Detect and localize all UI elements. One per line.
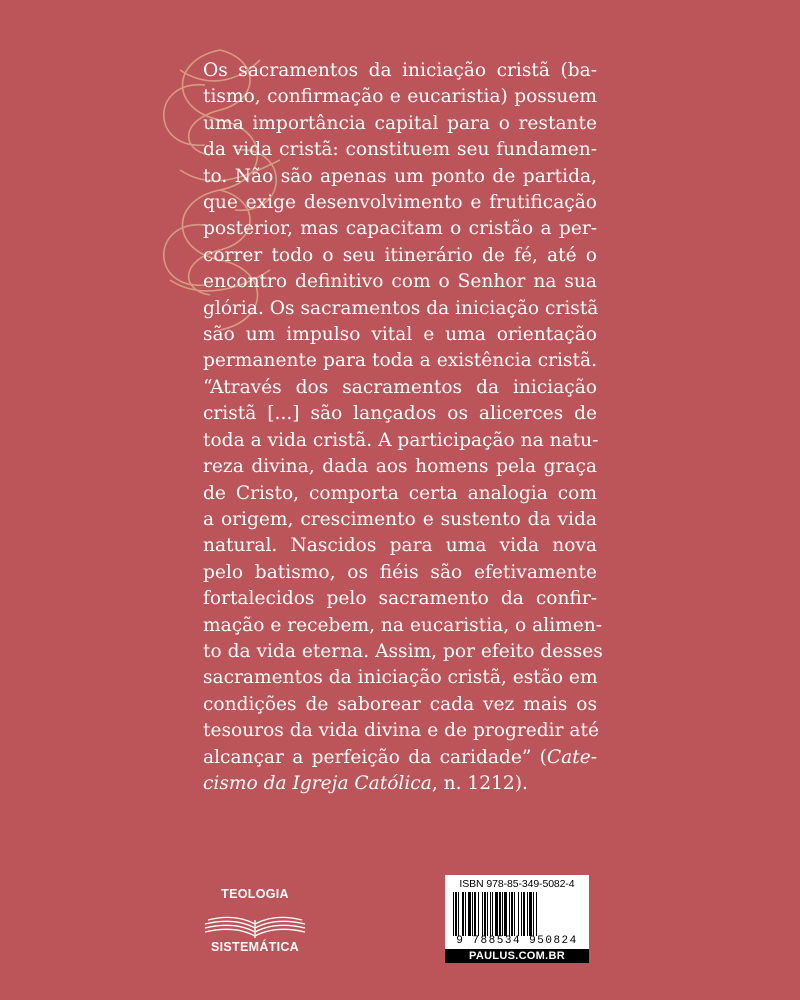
barcode-bar [499, 892, 501, 936]
barcode-bar [453, 892, 454, 936]
barcode-bar [518, 892, 519, 936]
body-line: reza divina, dada aos homens pela graça [203, 456, 597, 478]
barcode-bar [536, 892, 537, 936]
barcode-icon [451, 892, 583, 938]
barcode-bar [455, 892, 457, 936]
barcode-bar [533, 892, 534, 936]
barcode-bar [511, 892, 513, 936]
barcode-bar [495, 892, 498, 936]
citation-line [203, 771, 597, 797]
body-line: Os sacramentos da iniciação cristã (ba- [203, 60, 597, 81]
barcode-bar [474, 892, 476, 936]
barcode-digits: 9 788534 950824 [456, 935, 578, 947]
barcode-bar [484, 892, 486, 936]
body-line: pelo batismo, os fiéis são efetivamente [203, 561, 597, 583]
body-line: toda a vida cristã. A participação na natu- [203, 429, 599, 451]
publisher-url: PAULUS.COM.BR [445, 949, 589, 963]
barcode-bar [502, 892, 503, 936]
barcode-bar [521, 892, 522, 936]
citation-tail: , n. 1212). [431, 772, 528, 794]
series-logo [190, 880, 320, 960]
body-line: to da vida eterna. Assim, por efeito desses [203, 640, 603, 662]
body-line: alcançar a perfeição da caridade” (Cate- [203, 746, 597, 768]
body-line: “Através dos sacramentos da iniciação [203, 376, 597, 398]
barcode-bar [527, 892, 528, 936]
body-line: cristã [...] são lançados os alicerces de [203, 403, 597, 425]
body-line: to. Não são apenas um ponto de partida, [203, 165, 597, 187]
body-line: condições de saborear cada vez mais os [203, 693, 597, 715]
body-line: que exige desenvolvimento e frutificação [203, 192, 597, 214]
logo-top-text: TEOLOGIA [221, 887, 289, 901]
barcode-bar [468, 892, 471, 936]
body-line: tesouros da vida divina e de progredir até [203, 720, 599, 742]
barcode-bar [504, 892, 507, 936]
barcode-label [445, 875, 589, 963]
body-line: sacramentos da iniciação cristã, estão em [203, 667, 598, 689]
body-line: permanente para toda a existência cristã. [203, 350, 597, 372]
body-line: da vida cristã: constituem seu fundamen- [203, 139, 597, 161]
body-line: uma importância capital para o restante [203, 112, 597, 134]
body-line: são um impulso vital e uma orientação [203, 324, 597, 346]
body-line: de Cristo, comporta certa analogia com [203, 482, 597, 504]
barcode-bar [529, 892, 532, 936]
body-line: posterior, mas capacitam o cristão a per- [203, 218, 597, 240]
barcode-bar [509, 892, 510, 936]
body-line: tismo, confirmação e eucaristia) possuem [203, 86, 597, 108]
barcode-bar [482, 892, 483, 936]
barcode-bar [487, 892, 488, 936]
body-line: glória. Os sacramentos da iniciação cristã [203, 297, 599, 319]
body-line: a origem, crescimento e sustento da vida [203, 508, 597, 530]
logo-bottom-text: SISTEMÁTICA [210, 940, 300, 954]
barcode-bar [478, 892, 479, 936]
citation-italic-1: Cate- [546, 746, 597, 768]
barcode-bar [523, 892, 525, 936]
isbn-text: ISBN 978-85-349-5082-4 [459, 878, 575, 890]
barcode-bar [514, 892, 515, 936]
citation-italic-2: cismo da Igreja Católica [203, 772, 432, 794]
barcode-bar [458, 892, 459, 936]
body-line: encontro definitivo com o Senhor na sua [203, 271, 597, 293]
barcode-bar [472, 892, 473, 936]
body-line: natural. Nascidos para uma vida nova [203, 535, 597, 557]
body-line: mação e recebem, na eucaristia, o alimen- [203, 614, 603, 636]
body-line: correr todo o seu itinerário de fé, até o [203, 244, 597, 266]
body-text [203, 58, 603, 797]
body-line: fortalecidos pelo sacramento da confir- [203, 588, 597, 610]
barcode-bar [492, 892, 493, 936]
barcode-bar [490, 892, 491, 936]
barcode-bar [462, 892, 464, 936]
open-book-icon [200, 906, 310, 940]
barcode-bar [465, 892, 466, 936]
